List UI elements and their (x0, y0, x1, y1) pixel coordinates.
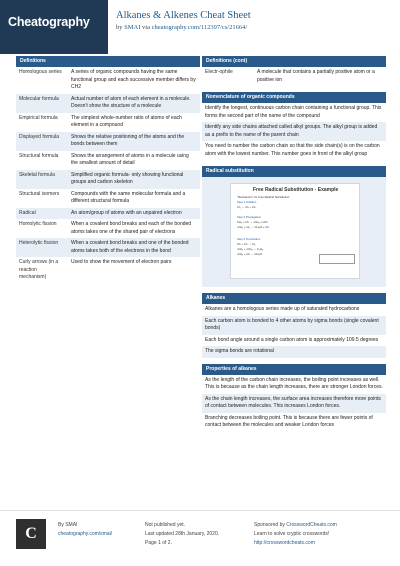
via-text: via (142, 24, 150, 31)
definition-term: Displayed formula (16, 132, 68, 151)
image-line: Cl• + Cl• → Cl₂ (237, 242, 256, 246)
footer-author-block (58, 521, 112, 539)
definition-term: Structural isomers (16, 189, 68, 208)
definition-term: Structural formula (16, 151, 68, 170)
image-line: •CH₃ + •CH₃ → C₂H₆ (237, 247, 264, 251)
image-line: "Mechanism" for Free Radical Substitution (237, 195, 290, 199)
definition-text: Actual number of atom of each element in a molecule. Doesn't show the structure of a molecule (68, 94, 200, 113)
definition-row (16, 67, 200, 94)
definition-row (16, 94, 200, 113)
image-title: Free Radical Substitution - Example (253, 187, 339, 193)
image-line: •CH₃ + Cl₂ → CH₃Cl + Cl• (237, 225, 270, 229)
definition-row (16, 113, 200, 132)
definition-term: Curly arrows (in a reaction mechanism) (16, 257, 68, 284)
definition-row (16, 170, 200, 189)
definition-row (16, 219, 200, 238)
definition-row (16, 151, 200, 170)
content-row: Branching decreases boiling point. This is because there are fewer points of contact between the molecules and weaker London forces (205, 414, 373, 428)
sponsor-url-link[interactable]: http://crosswordcheats.com (254, 540, 315, 546)
last-updated: Last updated 28th January, 2020. (145, 531, 220, 537)
definition-row (16, 132, 200, 151)
image-line: Step 1 Initiation (237, 200, 257, 204)
content-row: You need to number the carbon chain so that the side chain(s) is on the carbon atom with the lowest number. This number goes in front of the alkyl group (205, 143, 380, 157)
image-note-box (319, 254, 355, 264)
image-line: CH₄ + Cl• → •CH₃ + HCl (237, 220, 268, 224)
definition-text: A molecule that contains a partially positive atom or a positive ion (254, 67, 386, 86)
definition-text: When a covalent bond breaks and one of the bonded atoms takes both of the electrons in the bond (68, 238, 200, 257)
definition-text: The simplest whole-number ratio of atoms of each element in a compound (68, 113, 200, 132)
page-footer (0, 510, 400, 566)
definitions-section (16, 56, 200, 284)
definition-text: A series of organic compounds having the same functional group and each successive member differs by CH2 (68, 67, 200, 94)
content-row: Each carbon atom is bonded to 4 other atoms by sigma bonds (single covalent bonds) (202, 316, 386, 335)
sponsor-tagline: Learn to solve cryptic crosswords! (254, 531, 330, 537)
definition-row (202, 67, 386, 86)
properties-section (202, 364, 386, 432)
content-row: As the chain length increases, the surface area increases therefore more points of contact between molecules. This increases London forces. (202, 394, 386, 413)
published-status: Not published yet. (145, 522, 186, 528)
definition-term: Homolytic fission (16, 219, 68, 238)
sponsor-prefix: Sponsored by (254, 522, 287, 528)
definition-text: Simplified organic formula- only showing functional groups and carbon skeleton (68, 170, 200, 189)
right-column (202, 56, 386, 438)
by-prefix: by (116, 24, 123, 31)
section-heading: Nomenclature of organic compounds (202, 92, 386, 103)
definitions-cont-section (202, 56, 386, 86)
definition-text: Shows the relative positioning of the atoms and the bonds between them (68, 132, 200, 151)
definition-text: When a covalent bond breaks and each of the bonded atoms takes one of the shared pair of electrons (68, 219, 200, 238)
definition-row (16, 238, 200, 257)
footer-author-link[interactable]: cheatography.com/smai/ (58, 531, 113, 537)
image-line: •CH₃ + Cl• → CH₃Cl (237, 252, 263, 256)
content-row: Identify the longest, continuous carbon chain containing a functional group. This forms the second part of the name of the compound (205, 105, 382, 119)
sponsor-line (254, 521, 337, 530)
definition-term: Empirical formula (16, 113, 68, 132)
alkanes-section (202, 293, 386, 358)
image-line: Step 2 Propagation (237, 215, 261, 219)
page-header (0, 0, 400, 56)
footer-by: By SMAI (58, 522, 78, 528)
definition-text: An atom/group of atoms with an unpaired electron (68, 208, 200, 220)
definitions-cont-table (202, 67, 386, 86)
section-heading: Definitions (cont) (202, 56, 386, 67)
content-row: Alkanes are a homologous series made up of saturated hydrocarbons (205, 306, 360, 312)
logo-text: Cheatography (8, 15, 90, 29)
sheet-url-link[interactable]: cheatography.com/112397/cs/21664/ (151, 24, 248, 31)
definition-row (16, 257, 200, 284)
definition-term: Electr-ophile (202, 67, 254, 86)
definition-text: Compounds with the same molecular formula and a different structural formula (68, 189, 200, 208)
section-heading: Properties of alkanes (202, 364, 386, 375)
definition-term: Heterolytic fission (16, 238, 68, 257)
content-row: The sigma bonds are rotational (202, 346, 386, 358)
definition-row (16, 208, 200, 220)
radical-image-wrap (202, 177, 386, 287)
footer-publish-block (145, 521, 219, 548)
definitions-table (16, 67, 200, 284)
nomenclature-section (202, 92, 386, 160)
author-link[interactable]: SMAI (124, 24, 141, 31)
definition-term: Molecular formula (16, 94, 68, 113)
definition-text: Used to show the movement of electron pairs (68, 257, 200, 284)
content-row: Identify any side chains attached called alkyl groups. The alkyl group is added as a prefix to the name of the parent chain (202, 122, 386, 141)
definition-text: Shows the arrangement of atoms in a molecule using the smallest amount of detail (68, 151, 200, 170)
radical-section (202, 166, 386, 287)
section-heading: Alkanes (202, 293, 386, 304)
sponsor-link[interactable]: CrosswordCheats.com (286, 522, 337, 528)
section-heading: Radical substitution (202, 166, 386, 177)
definition-row (16, 189, 200, 208)
content-row: Each bond angle around a single carbon atom is approximately 109.5 degrees (205, 336, 379, 343)
left-column (16, 56, 200, 290)
definition-term: Radical (16, 208, 68, 220)
content-row: As the length of the carbon chain increases, the boiling point increases as well. This is because as the chain length increases, there are stronger London forces. (205, 376, 383, 390)
page-count: Page 1 of 2. (145, 540, 172, 546)
definition-term: Homologous series (16, 67, 68, 94)
cheatography-logo[interactable] (0, 0, 108, 54)
image-line: Step 3 Termination (237, 237, 261, 241)
image-line: Cl₂ → Cl• + Cl• (237, 205, 256, 209)
byline (116, 24, 247, 31)
radical-substitution-image (230, 183, 360, 279)
footer-sponsor-block (254, 521, 337, 548)
page-title: Alkanes & Alkenes Cheat Sheet (116, 10, 251, 21)
definition-term: Skeletal formula (16, 170, 68, 189)
footer-logo-icon: C (16, 519, 46, 549)
section-heading: Definitions (16, 56, 200, 67)
